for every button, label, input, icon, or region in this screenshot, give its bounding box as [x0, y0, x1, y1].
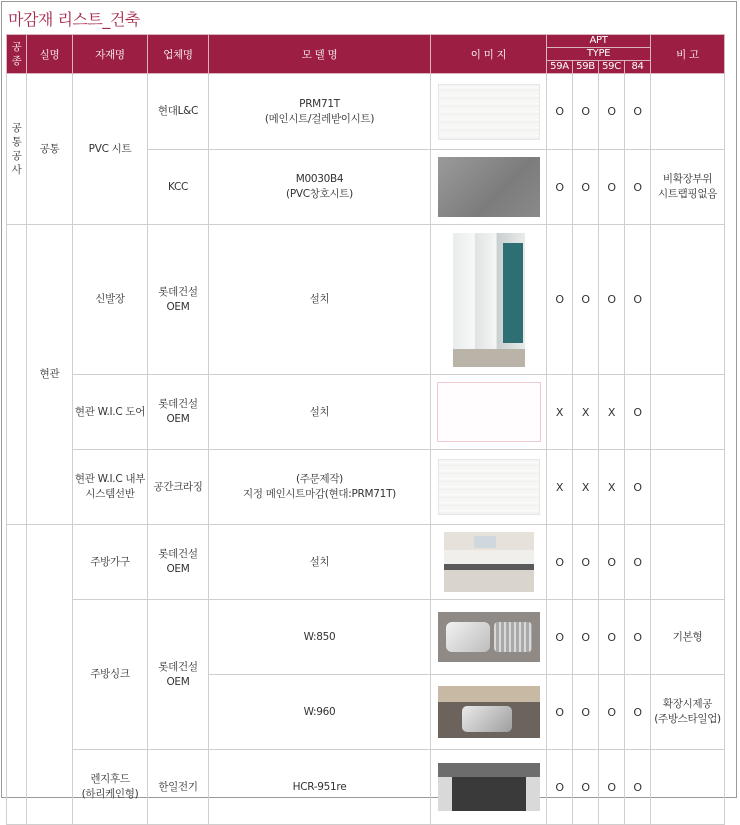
- remark-cell: [651, 225, 725, 375]
- image-cell: [431, 74, 547, 150]
- image-cell: [431, 450, 547, 525]
- type-mark-59b: O: [573, 600, 599, 675]
- type-mark-59c: X: [599, 375, 625, 450]
- remark-cell: [651, 450, 725, 525]
- table-row: [7, 225, 725, 375]
- model-cell: 설치: [209, 225, 431, 375]
- type-mark-59b: X: [573, 450, 599, 525]
- image-cell: [431, 750, 547, 825]
- header-type-59c: 59C: [599, 61, 625, 74]
- type-mark-59c: O: [599, 525, 625, 600]
- vendor-cell: 롯데건설 OEM: [148, 375, 209, 450]
- type-mark-59a: O: [547, 750, 573, 825]
- image-cell: [431, 375, 547, 450]
- type-mark-59c: O: [599, 74, 625, 150]
- kitchen-cabinet-image: [444, 532, 534, 592]
- remark-cell: 비확장부위 시트랩핑없음: [651, 150, 725, 225]
- type-mark-59b: O: [573, 675, 599, 750]
- model-cell: 설치: [209, 375, 431, 450]
- type-mark-84: O: [625, 74, 651, 150]
- header-vendor: 업체명: [148, 35, 209, 74]
- material-cell: 현관 W.I.C 내부 시스템선반: [73, 450, 148, 525]
- sink-image: [438, 612, 540, 662]
- vendor-cell: 롯데건설 OEM: [148, 600, 209, 750]
- room-cell-common: 공통: [27, 74, 73, 225]
- type-mark-59c: O: [599, 675, 625, 750]
- header-remark: 비 고: [651, 35, 725, 74]
- header-material: 자재명: [73, 35, 148, 74]
- shelf-sheet-swatch-image: [438, 459, 540, 515]
- model-cell: HCR-951re: [209, 750, 431, 825]
- remark-cell: [651, 74, 725, 150]
- model-cell: W:850: [209, 600, 431, 675]
- type-mark-84: O: [625, 525, 651, 600]
- type-mark-59b: X: [573, 375, 599, 450]
- header-category: 공종: [7, 35, 27, 74]
- installed-sink-image: [438, 686, 540, 738]
- remark-cell: [651, 375, 725, 450]
- image-cell: [431, 600, 547, 675]
- type-mark-59c: O: [599, 150, 625, 225]
- type-mark-59a: X: [547, 450, 573, 525]
- category-cell-common-work: 공통공사: [7, 74, 27, 225]
- image-cell: [431, 225, 547, 375]
- type-mark-59a: O: [547, 74, 573, 150]
- category-cell: [7, 225, 27, 525]
- finish-material-table: [6, 34, 725, 825]
- header-room: 실명: [27, 35, 73, 74]
- material-cell: 주방가구: [73, 525, 148, 600]
- header-type-59a: 59A: [547, 61, 573, 74]
- type-mark-59b: O: [573, 750, 599, 825]
- type-mark-59a: O: [547, 600, 573, 675]
- type-mark-59a: O: [547, 225, 573, 375]
- table-row: [7, 375, 725, 450]
- type-mark-59c: O: [599, 225, 625, 375]
- model-cell: (주문제작) 지정 메인시트마감(현대:PRM71T): [209, 450, 431, 525]
- type-mark-59a: O: [547, 525, 573, 600]
- header-apt: APT: [547, 35, 651, 48]
- header-type: TYPE: [547, 48, 651, 61]
- range-hood-image: [438, 763, 540, 811]
- vendor-cell: KCC: [148, 150, 209, 225]
- table-row: [7, 525, 725, 600]
- type-mark-59b: O: [573, 525, 599, 600]
- type-mark-84: O: [625, 225, 651, 375]
- type-mark-84: O: [625, 450, 651, 525]
- material-cell: 신발장: [73, 225, 148, 375]
- header-image: 이 미 지: [431, 35, 547, 74]
- material-cell: 주방싱크: [73, 600, 148, 750]
- material-cell: 현관 W.I.C 도어: [73, 375, 148, 450]
- vendor-cell: 공간크라징: [148, 450, 209, 525]
- wic-door-image: [437, 382, 541, 442]
- remark-cell: 확장시제공 (주방스타일업): [651, 675, 725, 750]
- type-mark-59c: O: [599, 750, 625, 825]
- model-cell: 설치: [209, 525, 431, 600]
- type-mark-84: O: [625, 675, 651, 750]
- type-mark-84: O: [625, 750, 651, 825]
- type-mark-59b: O: [573, 225, 599, 375]
- type-mark-59c: O: [599, 600, 625, 675]
- remark-cell: [651, 750, 725, 825]
- model-cell: W:960: [209, 675, 431, 750]
- type-mark-59b: O: [573, 74, 599, 150]
- header-model: 모 델 명: [209, 35, 431, 74]
- type-mark-59b: O: [573, 150, 599, 225]
- image-cell: [431, 675, 547, 750]
- page-title: 마감재 리스트_건축: [8, 10, 140, 29]
- type-mark-59c: X: [599, 450, 625, 525]
- type-mark-84: O: [625, 375, 651, 450]
- room-cell: [27, 525, 73, 825]
- image-cell: [431, 150, 547, 225]
- table-row: [7, 750, 725, 825]
- remark-cell: [651, 525, 725, 600]
- header-type-59b: 59B: [573, 61, 599, 74]
- material-cell: PVC 시트: [73, 74, 148, 225]
- vendor-cell: 롯데건설 OEM: [148, 525, 209, 600]
- room-cell-entrance: 현관: [27, 225, 73, 525]
- model-cell: M0030B4 (PVC창호시트): [209, 150, 431, 225]
- remark-cell: 기본형: [651, 600, 725, 675]
- vendor-cell: 한일전기: [148, 750, 209, 825]
- header-type-84: 84: [625, 61, 651, 74]
- type-mark-59a: O: [547, 150, 573, 225]
- vendor-cell: 롯데건설 OEM: [148, 225, 209, 375]
- shoe-cabinet-image: [453, 233, 525, 367]
- category-cell: [7, 525, 27, 825]
- vendor-cell: 현대L&C: [148, 74, 209, 150]
- gray-sheet-swatch-image: [438, 157, 540, 217]
- table-row: [7, 600, 725, 675]
- image-cell: [431, 525, 547, 600]
- type-mark-84: O: [625, 150, 651, 225]
- type-mark-59a: X: [547, 375, 573, 450]
- table-row: [7, 450, 725, 525]
- material-cell: 렌지후드 (하리케인형): [73, 750, 148, 825]
- white-sheet-swatch-image: [438, 84, 540, 140]
- type-mark-59a: O: [547, 675, 573, 750]
- type-mark-84: O: [625, 600, 651, 675]
- model-cell: PRM71T (메인시트/걸레받이시트): [209, 74, 431, 150]
- table-row: [7, 74, 725, 150]
